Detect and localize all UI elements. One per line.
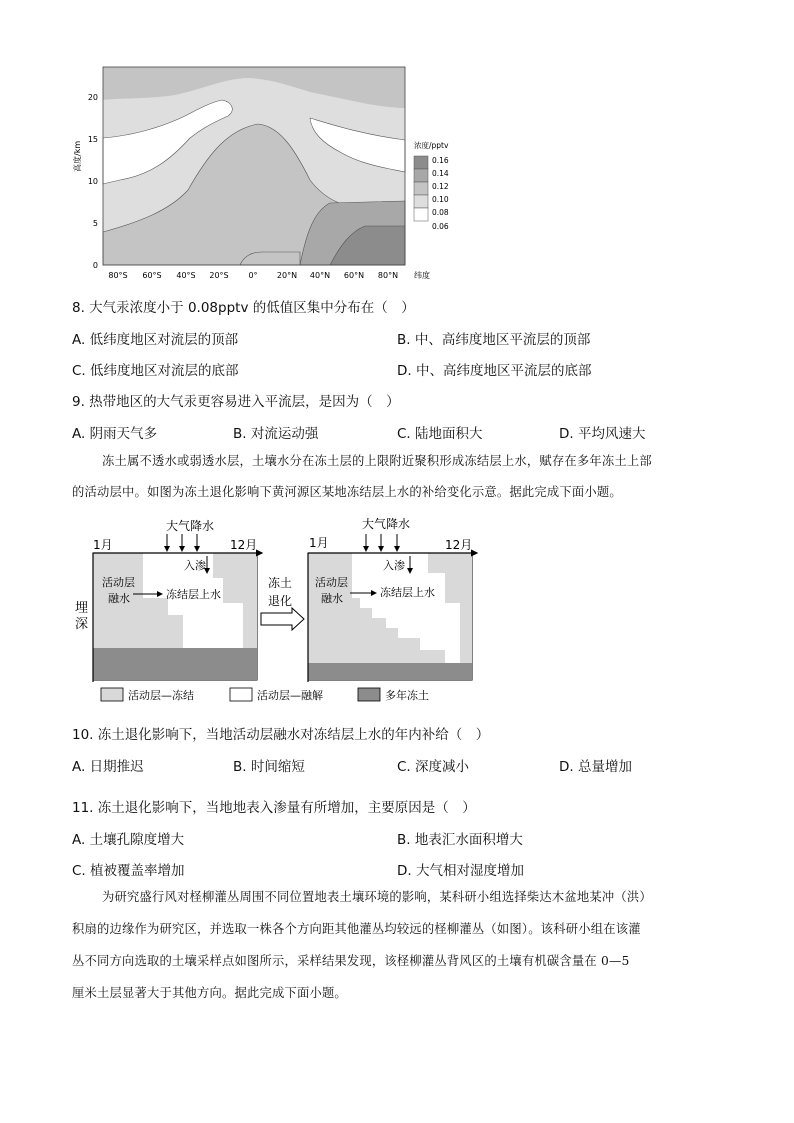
legend-swatch-permafrost — [358, 688, 380, 701]
y-axis — [72, 93, 98, 270]
passage3-line2: 积扇的边缘作为研究区，并选取一株各个方向距其他灌丛均较远的柽柳灌丛（如图）。该科研小组在该灌 — [72, 922, 641, 936]
passage2-line1: 冻土属不透水或弱透水层，土壤水分在冻土层的上限附近聚积形成冻结层上水，赋存在多年冻土上部 — [102, 454, 652, 468]
melt-label-1: 活动层 — [102, 576, 135, 589]
x-tick-label: 80°S — [108, 271, 128, 280]
permafrost — [93, 648, 257, 680]
x-tick-label: 20°S — [209, 271, 229, 280]
supra-water-label: 冻结层上水 — [380, 586, 435, 599]
x-tick-label: 60°S — [142, 271, 162, 280]
melt-label-2: 融水 — [108, 592, 130, 605]
y-tick-label: 20 — [87, 93, 98, 102]
precip-label: 大气降水 — [362, 517, 411, 531]
permafrost-diagram — [70, 510, 480, 710]
precip-label: 大气降水 — [166, 519, 215, 533]
legend-level: 0.14 — [432, 169, 449, 178]
q11-option-d[interactable]: D. 大气相对湿度增加 — [397, 863, 524, 879]
month-end: 12月 — [230, 538, 258, 552]
q9-option-a[interactable]: A. 阴雨天气多 — [72, 426, 158, 442]
month-end: 12月 — [445, 538, 473, 552]
q11-stem: 11. 冻土退化影响下，当地地表入渗量有所增加，主要原因是（ ） — [72, 800, 476, 816]
q8-stem: 8. 大气汞浓度小于 0.08pptv 的低值区集中分布在（ ） — [72, 300, 415, 316]
legend-swatch — [414, 156, 428, 169]
melt-label-2: 融水 — [321, 592, 343, 605]
degrade-label-1: 冻土 — [268, 576, 293, 590]
q8-option-b[interactable]: B. 中、高纬度地区平流层的顶部 — [397, 332, 591, 348]
y-tick-label: 15 — [87, 135, 98, 144]
x-tick-label: 40°S — [176, 271, 196, 280]
legend-level: 0.08 — [432, 208, 449, 217]
legend-level: 0.10 — [432, 195, 449, 204]
legend-level: 0.12 — [432, 182, 449, 191]
infiltration-label: 入渗 — [184, 559, 206, 572]
q11-option-c[interactable]: C. 植被覆盖率增加 — [72, 863, 185, 879]
passage3-line3: 丛不同方向选取的土壤采样点如图所示，采样结果发现，该柽柳灌丛背风区的土壤有机碳含量在 0—5 — [72, 954, 630, 968]
diagram-after-panel — [308, 516, 477, 682]
month-start: 1月 — [93, 538, 113, 552]
legend-swatch-thawed — [230, 688, 252, 701]
x-tick-label: 20°N — [276, 271, 298, 280]
q10-option-c[interactable]: C. 深度减小 — [397, 759, 470, 775]
x-axis — [108, 270, 430, 280]
q10-option-d[interactable]: D. 总量增加 — [559, 759, 632, 775]
melt-label-1: 活动层 — [315, 576, 348, 589]
q9-option-b[interactable]: B. 对流运动强 — [233, 426, 319, 442]
q11-option-a[interactable]: A. 土壤孔隙度增大 — [72, 832, 185, 848]
x-tick-label: 40°N — [309, 271, 331, 280]
q8-option-d[interactable]: D. 中、高纬度地区平流层的底部 — [397, 363, 592, 379]
x-tick-label: 80°N — [377, 271, 399, 280]
legend-frozen: 活动层—冻结 — [128, 689, 194, 702]
infiltration-label: 入渗 — [383, 559, 405, 572]
legend-swatch — [414, 195, 428, 208]
legend-swatch — [414, 169, 428, 182]
legend-swatch — [414, 208, 428, 221]
x-tick-label: 60°N — [343, 271, 365, 280]
y-tick-label: 0 — [92, 261, 98, 270]
x-tick-label: 0° — [248, 271, 258, 280]
diagram-legend — [101, 688, 429, 702]
supra-water-label: 冻结层上水 — [166, 588, 221, 601]
y-axis-label: 高度/km — [73, 140, 82, 172]
legend-permafrost: 多年冻土 — [385, 689, 429, 702]
y-tick-label: 10 — [87, 177, 98, 186]
hollow-arrow-icon — [261, 608, 304, 630]
q9-option-d[interactable]: D. 平均风速大 — [559, 426, 646, 442]
passage2-line2: 的活动层中。如图为冻土退化影响下黄河源区某地冻结层上水的补给变化示意。据此完成下面小题。 — [72, 485, 622, 499]
permafrost — [308, 663, 472, 680]
q9-stem: 9. 热带地区的大气汞更容易进入平流层，是因为（ ） — [72, 394, 400, 410]
q8-option-a[interactable]: A. 低纬度地区对流层的顶部 — [72, 332, 239, 348]
degradation-arrow — [261, 575, 304, 630]
passage3-line1: 为研究盛行风对柽柳灌丛周围不同位置地表土壤环境的影响，某科研小组选择柴达木盆地某冲（洪） — [102, 890, 652, 904]
y-tick-label: 5 — [92, 219, 98, 228]
passage3-line4: 厘米土层显著大于其他方向。据此完成下面小题。 — [72, 986, 347, 1000]
legend-level: 0.16 — [432, 156, 449, 165]
legend-thawed: 活动层—融解 — [257, 689, 323, 702]
concentration-legend — [414, 140, 449, 231]
mercury-concentration-chart — [60, 60, 460, 290]
depth-label-2: 深 — [75, 617, 89, 632]
legend-swatch — [414, 182, 428, 195]
q10-option-a[interactable]: A. 日期推迟 — [72, 759, 144, 775]
month-start: 1月 — [309, 536, 329, 550]
x-axis-unit: 纬度 — [414, 271, 430, 280]
legend-title: 浓度/pptv — [414, 141, 449, 150]
q10-stem: 10. 冻土退化影响下，当地活动层融水对冻结层上水的年内补给（ ） — [72, 727, 490, 743]
legend-level: 0.06 — [432, 222, 449, 231]
degrade-label-2: 退化 — [268, 594, 293, 608]
q9-option-c[interactable]: C. 陆地面积大 — [397, 426, 483, 442]
q11-option-b[interactable]: B. 地表汇水面积增大 — [397, 832, 523, 848]
q8-option-c[interactable]: C. 低纬度地区对流层的底部 — [72, 363, 239, 379]
legend-swatch-frozen — [101, 688, 123, 701]
diagram-before-panel — [93, 518, 262, 682]
q10-option-b[interactable]: B. 时间缩短 — [233, 759, 305, 775]
depth-label-1: 埋 — [75, 601, 89, 616]
